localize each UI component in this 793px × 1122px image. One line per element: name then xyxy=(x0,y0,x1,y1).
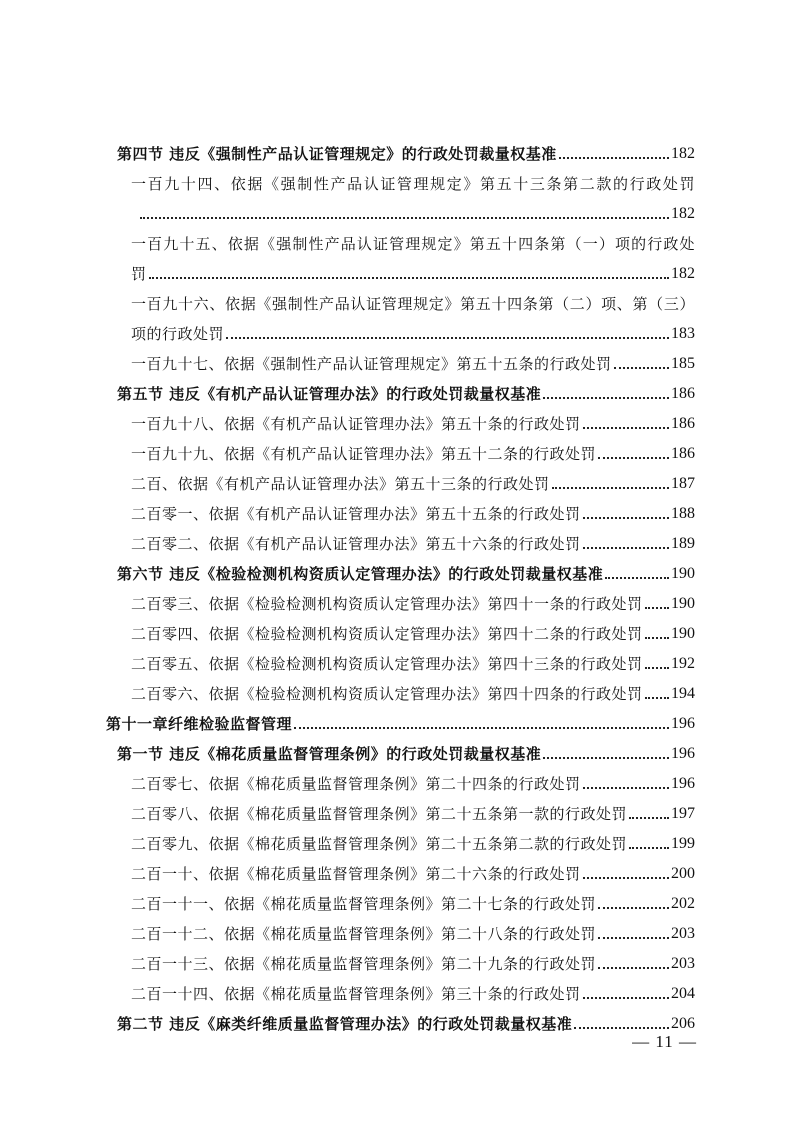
dot-leader xyxy=(140,217,669,219)
toc-entry-page-number: 196 xyxy=(671,775,695,792)
toc-entry-title: 二百零一、依据《有机产品认证管理办法》第五十五条的行政处罚 xyxy=(131,505,581,523)
toc-entry-title: 二百零九、依据《棉花质量监督管理条例》第二十五条第二款的行政处罚 xyxy=(131,835,628,853)
toc-entry-title: 一百九十六、依据《强制性产品认证管理规定》第五十四条第（二）项、第（三） xyxy=(131,295,695,313)
dot-leader xyxy=(583,787,669,789)
dot-leader xyxy=(543,397,669,399)
toc-entry-title: 二百零四、依据《检验检测机构资质认定管理办法》第四十二条的行政处罚 xyxy=(131,625,643,643)
toc-entry-title: 二百一十四、依据《棉花质量监督管理条例》第三十条的行政处罚 xyxy=(131,985,581,1003)
dot-leader xyxy=(583,427,669,429)
toc-entry-item[interactable] xyxy=(0,587,793,617)
toc-entry-title: 第六节 违反《检验检测机构资质认定管理办法》的行政处罚裁量权基准 xyxy=(117,565,604,583)
dot-leader xyxy=(598,937,669,939)
toc-entry-page-number: 192 xyxy=(671,655,695,672)
toc-entry-title: 第四节 违反《强制性产品认证管理规定》的行政处罚裁量权基准 xyxy=(117,145,557,163)
dot-leader xyxy=(645,667,669,669)
toc-entry-title: 二百零三、依据《检验检测机构资质认定管理办法》第四十一条的行政处罚 xyxy=(131,595,643,613)
dot-leader xyxy=(552,487,669,489)
dot-leader xyxy=(149,277,669,279)
toc-entry-page-number: 199 xyxy=(671,835,695,852)
dot-leader xyxy=(583,517,669,519)
toc-entry-item[interactable] xyxy=(0,917,793,947)
page-number: — 11 — xyxy=(632,1032,697,1051)
toc-entry-title: 一百九十四、依据《强制性产品认证管理规定》第五十三条第二款的行政处罚 xyxy=(131,175,695,193)
toc-entry-page-number: 203 xyxy=(671,925,695,942)
toc-entry-title: 第五节 违反《有机产品认证管理办法》的行政处罚裁量权基准 xyxy=(117,385,542,403)
toc-entry-page-number: 186 xyxy=(671,385,695,402)
toc-entry-chapter[interactable] xyxy=(0,707,793,737)
toc-entry-item[interactable] xyxy=(0,887,793,917)
table-of-contents xyxy=(0,137,793,1037)
dot-leader xyxy=(574,1027,669,1029)
toc-entry-item[interactable] xyxy=(0,947,793,977)
toc-entry-title: 二百、依据《有机产品认证管理办法》第五十三条的行政处罚 xyxy=(131,475,550,493)
toc-entry-page-number: 187 xyxy=(671,475,695,492)
toc-entry-page-number: 206 xyxy=(671,1015,695,1032)
dot-leader xyxy=(543,757,669,759)
toc-entry-page-number: 200 xyxy=(671,865,695,882)
dot-leader xyxy=(598,967,669,969)
toc-entry-title: 项的行政处罚 xyxy=(131,325,225,343)
toc-entry-item[interactable] xyxy=(0,977,793,1007)
toc-entry-title: 二百零八、依据《棉花质量监督管理条例》第二十五条第一款的行政处罚 xyxy=(131,805,628,823)
toc-entry-page-number: 182 xyxy=(671,205,695,222)
toc-entry-cont[interactable] xyxy=(0,317,793,347)
dot-leader xyxy=(614,367,669,369)
toc-entry-item[interactable] xyxy=(0,677,793,707)
toc-entry-item[interactable] xyxy=(0,827,793,857)
toc-entry-page-number: 190 xyxy=(671,565,695,582)
dot-leader xyxy=(645,637,669,639)
toc-entry-page-number: 182 xyxy=(671,265,695,282)
toc-entry-section[interactable] xyxy=(0,137,793,167)
dot-leader xyxy=(598,907,669,909)
toc-entry-page-number: 188 xyxy=(671,505,695,522)
toc-entry-title: 一百九十七、依据《强制性产品认证管理规定》第五十五条的行政处罚 xyxy=(131,355,612,373)
toc-entry-title: 罚 xyxy=(131,265,147,283)
dot-leader xyxy=(629,817,669,819)
dot-leader xyxy=(583,547,669,549)
dot-leader xyxy=(583,877,669,879)
toc-entry-title: 二百一十二、依据《棉花质量监督管理条例》第二十八条的行政处罚 xyxy=(131,925,597,943)
dot-leader xyxy=(294,727,669,729)
toc-entry-title: 二百零七、依据《棉花质量监督管理条例》第二十四条的行政处罚 xyxy=(131,775,581,793)
toc-entry-item[interactable] xyxy=(0,167,793,197)
toc-entry-item[interactable] xyxy=(0,857,793,887)
toc-entry-item[interactable] xyxy=(0,797,793,827)
toc-entry-item[interactable] xyxy=(0,647,793,677)
toc-entry-page-number: 203 xyxy=(671,955,695,972)
toc-entry-item[interactable] xyxy=(0,347,793,377)
toc-entry-page-number: 186 xyxy=(671,415,695,432)
toc-entry-page-number: 197 xyxy=(671,805,695,822)
toc-entry-page-number: 196 xyxy=(671,745,695,762)
dot-leader xyxy=(598,457,669,459)
toc-entry-item[interactable] xyxy=(0,287,793,317)
toc-entry-page-number: 202 xyxy=(671,895,695,912)
toc-entry-title: 二百零五、依据《检验检测机构资质认定管理办法》第四十三条的行政处罚 xyxy=(131,655,643,673)
dot-leader xyxy=(559,157,669,159)
toc-entry-page-number: 196 xyxy=(671,715,695,732)
dot-leader xyxy=(645,697,669,699)
toc-entry-page-number: 189 xyxy=(671,535,695,552)
toc-entry-item[interactable] xyxy=(0,767,793,797)
toc-entry-title: 二百零二、依据《有机产品认证管理办法》第五十六条的行政处罚 xyxy=(131,535,581,553)
dot-leader xyxy=(226,337,669,339)
toc-entry-title: 第二节 违反《麻类纤维质量监督管理办法》的行政处罚裁量权基准 xyxy=(117,1015,573,1033)
toc-entry-title: 第一节 违反《棉花质量监督管理条例》的行政处罚裁量权基准 xyxy=(117,745,542,763)
toc-entry-title: 二百一十三、依据《棉花质量监督管理条例》第二十九条的行政处罚 xyxy=(131,955,597,973)
toc-entry-title: 一百九十八、依据《有机产品认证管理办法》第五十条的行政处罚 xyxy=(131,415,581,433)
dot-leader xyxy=(645,607,669,609)
toc-entry-section[interactable] xyxy=(0,737,793,767)
toc-entry-section[interactable] xyxy=(0,557,793,587)
toc-entry-page-number: 183 xyxy=(671,325,695,342)
toc-entry-item[interactable] xyxy=(0,467,793,497)
toc-entry-page-number: 182 xyxy=(671,145,695,162)
toc-entry-item[interactable] xyxy=(0,497,793,527)
dot-leader xyxy=(629,847,669,849)
toc-entry-page-number: 190 xyxy=(671,595,695,612)
toc-entry-page-number: 185 xyxy=(671,355,695,372)
toc-entry-title: 二百零六、依据《检验检测机构资质认定管理办法》第四十四条的行政处罚 xyxy=(131,685,643,703)
toc-entry-page-number: 190 xyxy=(671,625,695,642)
toc-entry-item[interactable] xyxy=(0,227,793,257)
toc-entry-title: 二百一十一、依据《棉花质量监督管理条例》第二十七条的行政处罚 xyxy=(131,895,597,913)
toc-entry-section[interactable] xyxy=(0,377,793,407)
toc-entry-cont[interactable] xyxy=(0,257,793,287)
dot-leader xyxy=(605,577,669,579)
toc-entry-title: 第十一章纤维检验监督管理 xyxy=(106,715,293,733)
toc-entry-title: 一百九十五、依据《强制性产品认证管理规定》第五十四条第（一）项的行政处 xyxy=(131,235,695,253)
toc-entry-item[interactable] xyxy=(0,617,793,647)
dot-leader xyxy=(583,997,669,999)
toc-entry-cont[interactable] xyxy=(0,197,793,227)
toc-entry-item[interactable] xyxy=(0,437,793,467)
toc-entry-page-number: 194 xyxy=(671,685,695,702)
toc-entry-item[interactable] xyxy=(0,527,793,557)
toc-entry-page-number: 186 xyxy=(671,445,695,462)
toc-entry-page-number: 204 xyxy=(671,985,695,1002)
toc-entry-item[interactable] xyxy=(0,407,793,437)
toc-entry-title: 二百一十、依据《棉花质量监督管理条例》第二十六条的行政处罚 xyxy=(131,865,581,883)
toc-entry-title: 一百九十九、依据《有机产品认证管理办法》第五十二条的行政处罚 xyxy=(131,445,597,463)
